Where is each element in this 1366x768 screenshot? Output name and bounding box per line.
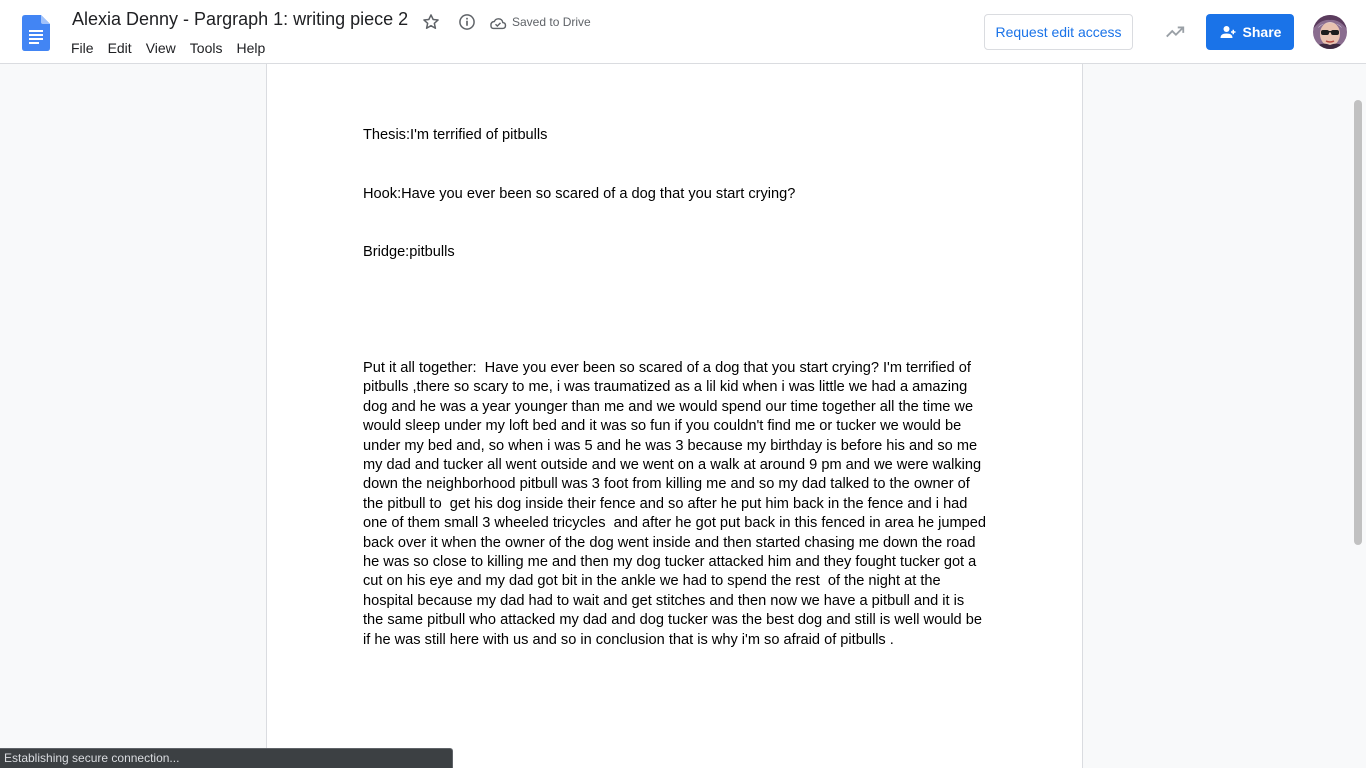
scrollbar-thumb[interactable] <box>1354 100 1362 545</box>
menu-help[interactable]: Help <box>236 40 266 56</box>
paragraph-line: the pitbull to get his dog inside their fence and so after he put him back in the fence and i had <box>363 495 968 512</box>
menu-bar <box>64 37 272 59</box>
star-icon[interactable] <box>421 12 441 32</box>
activity-trend-icon[interactable] <box>1164 21 1186 43</box>
share-button[interactable] <box>1206 14 1294 50</box>
menu-view[interactable]: View <box>145 40 176 56</box>
document-page[interactable] <box>266 64 1083 768</box>
bridge-line: Bridge:pitbulls <box>363 244 455 260</box>
paragraph-line: back over it when the owner of the dog went inside and then started chasing me down the road <box>363 534 976 551</box>
google-docs-icon[interactable] <box>22 15 50 51</box>
paragraph-line: one of them small 3 wheeled tricycles and after he got put back in this fenced in area he jumped <box>363 515 987 532</box>
paragraph-line: cut on his eye and my dad got bit in the ankle we had to spend the rest of the night at the <box>363 573 941 590</box>
paragraph-line: my dad and tucker all went outside and we went on a walk at around 9 pm and we were walking <box>363 457 982 474</box>
person-add-icon <box>1219 23 1237 41</box>
share-label: Share <box>1242 24 1282 40</box>
hook-line: Hook:Have you ever been so scared of a dog that you start crying? <box>363 186 796 202</box>
paragraph-line: dog and he was a year younger than me and we would spend our time together all the time we <box>363 398 974 415</box>
paragraph-line: under my bed and, so when i was 5 and he was 3 because my birthday is before his and so me <box>363 437 978 454</box>
paragraph-line: the same pitbull who attacked my dad and dog tucker was the best dog and still is well would be <box>363 612 982 629</box>
connection-status-bar: Establishing secure connection... <box>0 748 453 768</box>
menu-tools[interactable]: Tools <box>189 40 223 56</box>
body-paragraph <box>363 359 993 650</box>
paragraph-line: Put it all together: Have you ever been so scared of a dog that you start crying? I'm terrified of <box>363 360 971 376</box>
request-edit-access-button[interactable]: Request edit access <box>984 14 1133 50</box>
saved-status[interactable]: Saved to Drive <box>512 15 591 29</box>
paragraph-line: he was so close to killing me and then my dog tucker attacked him and they fought tucker got a <box>363 554 977 571</box>
document-title[interactable]: Alexia Denny - Pargraph 1: writing piece 2 <box>72 9 409 29</box>
paragraph-line: pitbulls ,there so scary to me, i was traumatized as a lil kid when i was little we had a amazing <box>363 379 968 396</box>
paragraph-line: if he was still here with us and so in conclusion that is why i'm so afraid of pitbulls . <box>363 631 894 648</box>
info-icon[interactable] <box>457 12 477 32</box>
paragraph-line: down the neighborhood pitbull was 3 foot from killing me and so my dad talked to the owner of <box>363 476 970 493</box>
cloud-done-icon[interactable] <box>488 13 508 33</box>
menu-file[interactable]: File <box>71 40 94 56</box>
document-canvas[interactable] <box>0 64 1352 768</box>
user-avatar[interactable] <box>1313 15 1347 49</box>
top-bar <box>0 0 1366 64</box>
menu-edit[interactable]: Edit <box>107 40 132 56</box>
paragraph-line: hospital because my dad had to wait and get stitches and then now we have a pitbull and it is <box>363 592 965 609</box>
paragraph-line: would sleep under my loft bed and it was so fun if you couldn't find me or tucker we would be <box>363 418 962 435</box>
thesis-line: Thesis:I'm terrified of pitbulls <box>363 127 548 143</box>
